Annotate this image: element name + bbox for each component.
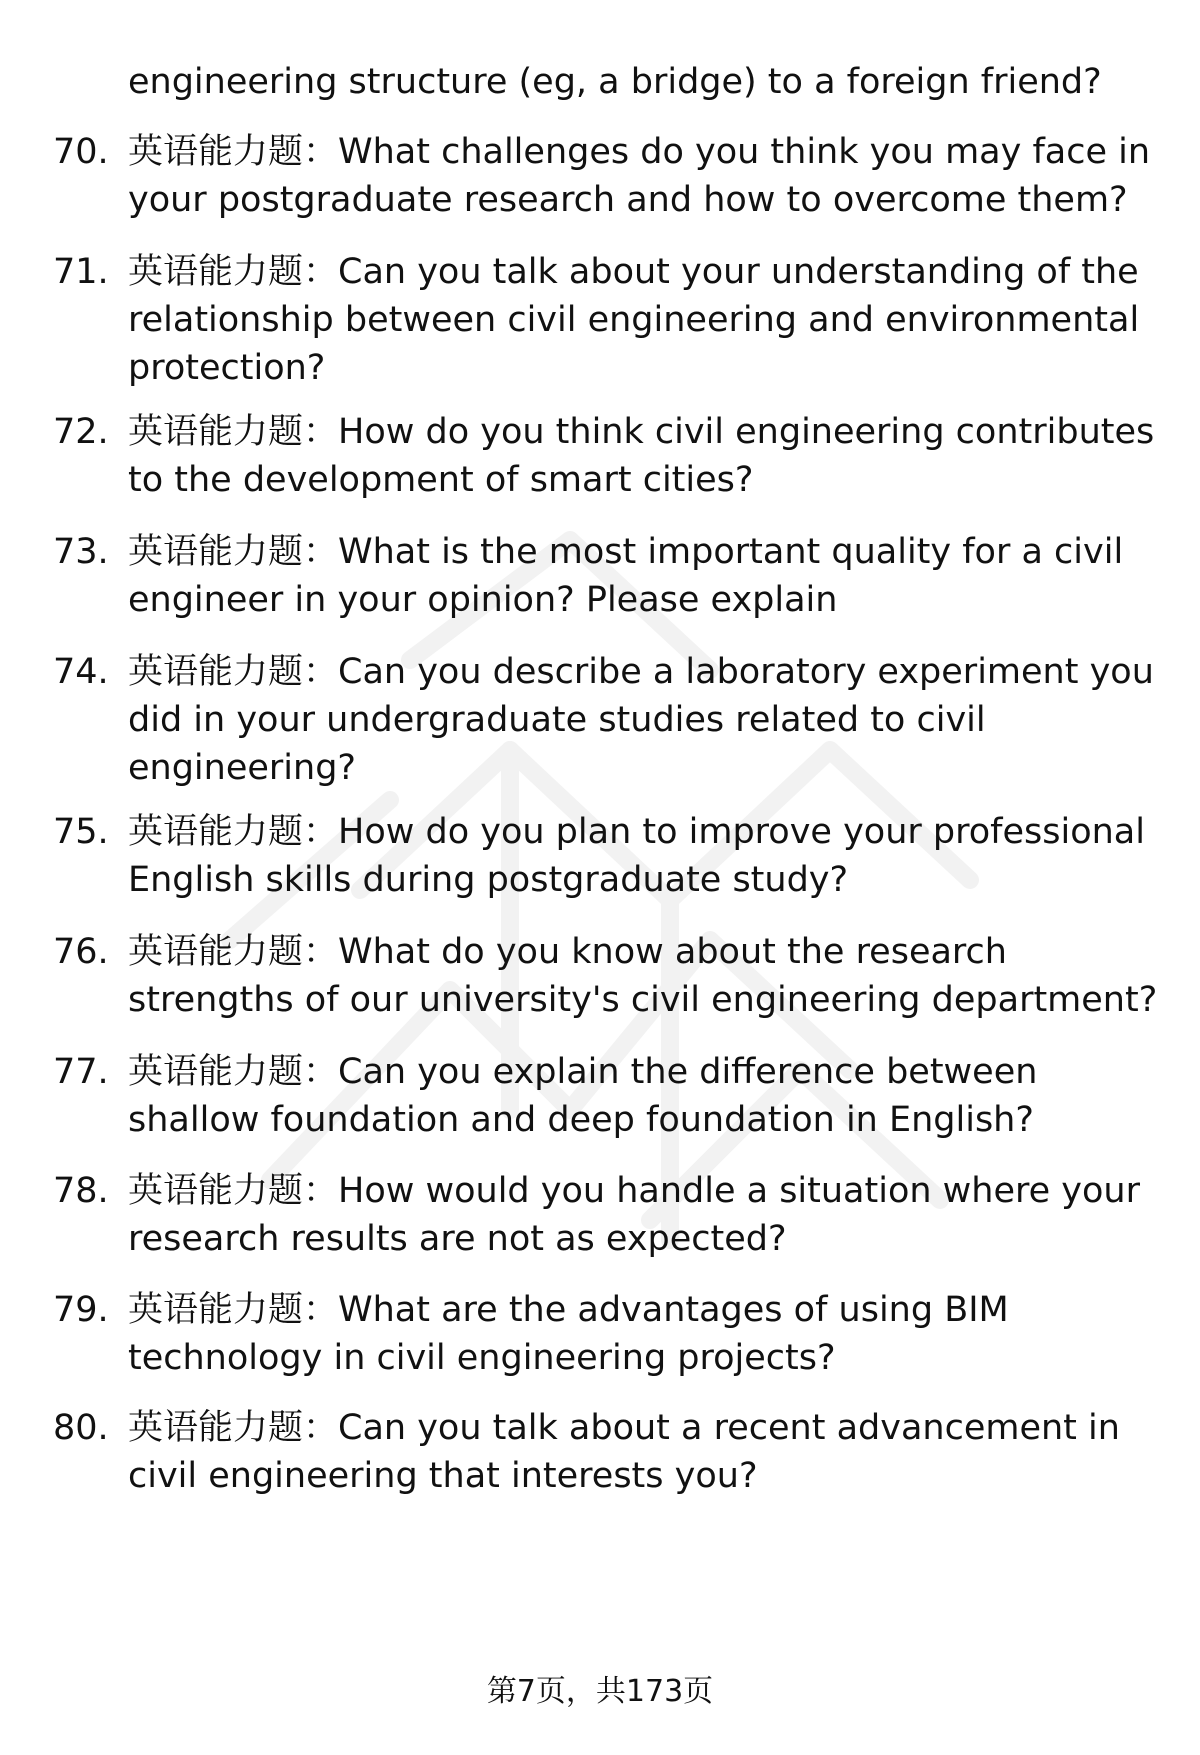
question-line: English skills during postgraduate study? <box>128 860 849 900</box>
question-line: research results are not as expected? <box>128 1219 787 1259</box>
question-line: 英语能力题：What are the advantages of using BIM <box>128 1290 1009 1330</box>
question-line: relationship between civil engineering and environmental <box>128 300 1140 340</box>
question-text <box>128 248 1173 392</box>
question-line: protection? <box>128 348 326 388</box>
question-line: 英语能力题：Can you explain the difference between <box>128 1052 1038 1092</box>
page-footer: 第7页，共173页 <box>486 1674 714 1709</box>
question-number: 77. <box>53 1052 109 1092</box>
question-line: engineering? <box>128 748 356 788</box>
question-number: 78. <box>53 1171 109 1211</box>
question-line: engineer in your opinion? Please explain <box>128 580 838 620</box>
question-text <box>128 928 1173 1024</box>
question-number: 70. <box>53 132 109 172</box>
question-line: 英语能力题：Can you talk about a recent advancement in <box>128 1408 1120 1448</box>
question-text <box>128 1048 1173 1144</box>
question-line: 英语能力题：Can you talk about your understanding of the <box>128 252 1139 292</box>
question-text <box>128 648 1173 792</box>
question-line: 英语能力题：What is the most important quality for a civil <box>128 532 1124 572</box>
question-line: did in your undergraduate studies related to civil <box>128 700 986 740</box>
question-line: shallow foundation and deep foundation in English? <box>128 1100 1034 1140</box>
question-number: 80. <box>53 1408 109 1448</box>
question-line: to the development of smart cities? <box>128 460 754 500</box>
question-number: 79. <box>53 1290 109 1330</box>
question-text <box>128 528 1173 624</box>
question-text <box>128 1167 1173 1263</box>
question-line: strengths of our university's civil engineering department? <box>128 980 1158 1020</box>
question-line: technology in civil engineering projects? <box>128 1338 836 1378</box>
question-text <box>128 1404 1173 1500</box>
question-number: 71. <box>53 252 109 292</box>
question-line: civil engineering that interests you? <box>128 1456 758 1496</box>
question-number: 72. <box>53 412 109 452</box>
question-line: 英语能力题：What challenges do you think you may face in <box>128 132 1151 172</box>
question-number: 73. <box>53 532 109 572</box>
question-line: your postgraduate research and how to overcome them? <box>128 180 1128 220</box>
question-line: 英语能力题：What do you know about the research <box>128 932 1007 972</box>
question-line: 英语能力题：How do you think civil engineering contributes <box>128 412 1155 452</box>
continued-question-text: engineering structure (eg, a bridge) to a foreign friend? <box>128 62 1102 102</box>
question-number: 75. <box>53 812 109 852</box>
question-text <box>128 408 1173 504</box>
question-number: 74. <box>53 652 109 692</box>
question-line: 英语能力题：How would you handle a situation where your <box>128 1171 1140 1211</box>
question-text <box>128 1286 1173 1382</box>
question-line: 英语能力题：Can you describe a laboratory experiment you <box>128 652 1154 692</box>
question-text <box>128 808 1173 904</box>
question-text <box>128 128 1173 224</box>
question-number: 76. <box>53 932 109 972</box>
question-line: 英语能力题：How do you plan to improve your professional <box>128 812 1145 852</box>
